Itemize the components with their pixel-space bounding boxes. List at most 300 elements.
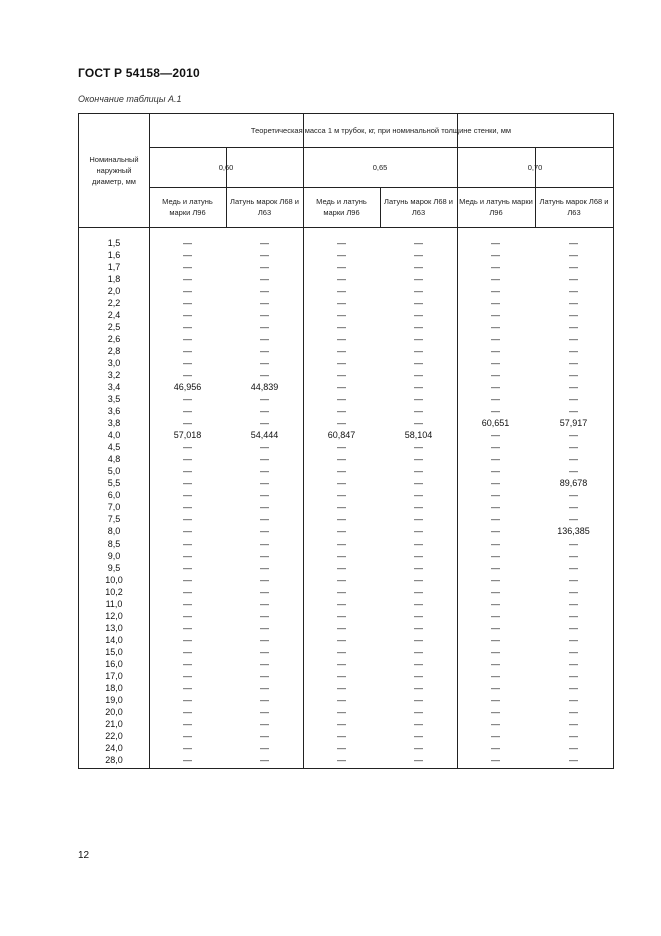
mass-value-cell: — (183, 370, 192, 381)
mass-value-cell: — (491, 466, 500, 477)
diameter-cell: 9,5 (107, 562, 121, 573)
mass-value-cell: — (414, 586, 423, 597)
mass-value-cell: — (183, 514, 192, 525)
mass-value-cell: — (414, 286, 423, 297)
mass-value-cell: — (337, 658, 346, 669)
mass-value-cell: — (414, 706, 423, 717)
mass-value-cell: — (260, 478, 269, 489)
mass-value-cell: — (183, 490, 192, 501)
mass-value-cell: — (569, 286, 578, 297)
mass-value-cell: — (183, 274, 192, 285)
mass-value-cell: — (414, 502, 423, 513)
mass-value-cell: — (569, 670, 578, 681)
mass-value-cell: — (414, 730, 423, 741)
mass-value-cell: — (569, 502, 578, 513)
diameter-cell: 28,0 (105, 754, 123, 765)
mass-value-cell: — (183, 298, 192, 309)
mass-value-cell: — (569, 310, 578, 321)
mass-value-cell: — (260, 742, 269, 753)
mass-value-cell: — (337, 394, 346, 405)
mass-value-cell: — (337, 262, 346, 273)
mass-value-cell: — (260, 502, 269, 513)
mass-value-cell: — (183, 454, 192, 465)
diameter-cell: 16,0 (105, 658, 123, 669)
mass-value-cell: — (569, 706, 578, 717)
mass-value-cell: — (491, 598, 500, 609)
mass-value-cell: — (260, 238, 269, 248)
mass-value-cell: — (491, 310, 500, 321)
mass-value-cell: — (414, 382, 423, 393)
mass-value-cell: — (414, 718, 423, 729)
mass-value-cell: — (260, 658, 269, 669)
mass-value-cell: — (491, 538, 500, 549)
mass-value-cell: — (337, 454, 346, 465)
mass-value-cell: — (260, 646, 269, 657)
mass-value-cell: — (569, 454, 578, 465)
diameter-cell: 7,0 (107, 502, 121, 513)
mass-value-cell: — (337, 550, 346, 561)
mass-value-cell: — (260, 670, 269, 681)
mass-value-cell: — (491, 454, 500, 465)
mass-value-cell: — (569, 586, 578, 597)
mass-value-cell: — (260, 574, 269, 585)
mass-value-cell: — (337, 754, 346, 765)
diameter-cell: 8,0 (107, 526, 121, 537)
material-subheader: Медь и латунь марки Л96 (459, 197, 533, 217)
document-header: ГОСТ Р 54158—2010 (78, 66, 200, 80)
mass-value-cell: — (569, 742, 578, 753)
material-subheader: Латунь марок Л68 и Л63 (539, 197, 609, 217)
diameter-cell: 1,6 (107, 250, 121, 261)
mass-value-cell: — (260, 370, 269, 381)
mass-value-cell: — (337, 250, 346, 261)
diameter-cell: 12,0 (105, 610, 123, 621)
mass-value-cell: — (491, 586, 500, 597)
diameter-cell: 3,4 (107, 382, 121, 393)
mass-value-cell: — (491, 574, 500, 585)
mass-value-cell: — (414, 598, 423, 609)
mass-value-cell: — (569, 550, 578, 561)
diameter-cell: 3,6 (107, 406, 121, 417)
mass-value-cell: — (260, 538, 269, 549)
mass-value-cell: — (491, 370, 500, 381)
mass-value-cell: — (491, 382, 500, 393)
mass-value-cell: — (414, 466, 423, 477)
mass-value-cell: — (183, 598, 192, 609)
mass-value-cell: — (569, 730, 578, 741)
mass-value-cell: — (183, 718, 192, 729)
diameter-cell: 10,0 (105, 574, 123, 585)
mass-value-cell: — (491, 442, 500, 453)
mass-value-cell: — (337, 418, 346, 429)
mass-value-cell: 136,385 (557, 526, 590, 537)
diameter-cell: 21,0 (105, 718, 123, 729)
mass-value-cell: — (337, 670, 346, 681)
table-divider (79, 227, 613, 228)
mass-value-cell: — (260, 730, 269, 741)
diameter-cell: 1,8 (107, 274, 121, 285)
mass-value-cell: 60,847 (327, 430, 356, 441)
mass-value-cell: — (260, 334, 269, 345)
mass-value-cell: — (569, 406, 578, 417)
mass-value-cell: — (414, 550, 423, 561)
mass-value-cell: — (414, 298, 423, 309)
mass-value-cell: — (183, 334, 192, 345)
mass-value-cell: — (491, 610, 500, 621)
mass-value-cell: — (337, 694, 346, 705)
mass-value-cell: — (183, 610, 192, 621)
mass-value-cell: — (260, 610, 269, 621)
mass-value-cell: — (569, 274, 578, 285)
mass-value-cell: — (337, 634, 346, 645)
diameter-cell: 17,0 (105, 670, 123, 681)
mass-value-cell: — (491, 670, 500, 681)
mass-value-cell: — (337, 406, 346, 417)
mass-value-cell: — (337, 310, 346, 321)
mass-value-cell: — (491, 562, 500, 573)
mass-value-cell: — (569, 658, 578, 669)
mass-value-cell: — (491, 502, 500, 513)
diameter-cell: 1,7 (107, 262, 121, 273)
mass-value-cell: — (260, 514, 269, 525)
mass-value-cell: — (414, 490, 423, 501)
material-subheader: Латунь марок Л68 и Л63 (384, 197, 453, 217)
mass-value-cell: — (183, 646, 192, 657)
mass-value-cell: — (260, 442, 269, 453)
diameter-cell: 8,5 (107, 538, 121, 549)
diameter-cell: 24,0 (105, 742, 123, 753)
mass-value-cell: — (414, 670, 423, 681)
diameter-cell: 9,0 (107, 550, 121, 561)
mass-value-cell: — (414, 754, 423, 765)
mass-value-cell: — (414, 478, 423, 489)
diameter-cell: 3,8 (107, 418, 121, 429)
mass-value-cell: — (491, 322, 500, 333)
mass-value-cell: — (337, 682, 346, 693)
mass-value-cell: — (260, 562, 269, 573)
mass-value-cell: — (337, 478, 346, 489)
mass-value-cell: — (414, 538, 423, 549)
diameter-cell: 4,8 (107, 454, 121, 465)
mass-value-cell: — (183, 502, 192, 513)
diameter-cell: 15,0 (105, 646, 123, 657)
mass-value-cell: — (260, 346, 269, 357)
mass-value-cell: — (569, 346, 578, 357)
mass-value-cell: — (183, 250, 192, 261)
mass-value-cell: — (337, 382, 346, 393)
mass-value-cell: — (569, 622, 578, 633)
mass-value-cell: — (491, 334, 500, 345)
mass-value-cell: — (183, 562, 192, 573)
diameter-cell: 2,5 (107, 322, 121, 333)
row-header: Номинальный наружный диаметр, мм (89, 155, 139, 186)
mass-value-cell: — (569, 322, 578, 333)
mass-value-cell: — (491, 346, 500, 357)
mass-value-cell: 57,018 (173, 430, 202, 441)
diameter-cell: 3,5 (107, 394, 121, 405)
mass-value-cell: — (491, 274, 500, 285)
mass-value-cell: — (260, 490, 269, 501)
mass-value-cell: — (414, 358, 423, 369)
diameter-cell: 2,6 (107, 334, 121, 345)
diameter-cell: 5,0 (107, 466, 121, 477)
mass-value-cell: — (260, 286, 269, 297)
mass-value-cell: — (337, 346, 346, 357)
mass-value-cell: — (337, 562, 346, 573)
mass-value-cell: — (337, 358, 346, 369)
diameter-cell: 20,0 (105, 706, 123, 717)
mass-value-cell: — (569, 598, 578, 609)
diameter-cell: 3,0 (107, 358, 121, 369)
mass-value-cell: — (183, 670, 192, 681)
mass-value-cell: — (414, 274, 423, 285)
mass-value-cell: — (491, 298, 500, 309)
thickness-header: 0,70 (527, 162, 543, 172)
mass-value-cell: — (260, 322, 269, 333)
mass-value-cell: — (491, 394, 500, 405)
diameter-cell: 2,8 (107, 346, 121, 357)
mass-value-cell: — (337, 742, 346, 753)
top-header: Теоретическая масса 1 м трубок, кг, при номинальной толщине стенки, мм (250, 126, 512, 135)
mass-value-cell: — (260, 274, 269, 285)
mass-value-cell: — (337, 610, 346, 621)
mass-value-cell: — (337, 466, 346, 477)
mass-value-cell: — (183, 442, 192, 453)
mass-value-cell: — (491, 730, 500, 741)
mass-value-cell: — (260, 526, 269, 537)
mass-value-cell: — (491, 622, 500, 633)
diameter-cell: 1,5 (107, 238, 121, 248)
mass-value-cell: — (183, 538, 192, 549)
mass-value-cell: — (337, 298, 346, 309)
mass-value-cell: — (260, 406, 269, 417)
mass-value-cell: — (491, 430, 500, 441)
mass-value-cell: — (260, 682, 269, 693)
mass-value-cell: — (569, 466, 578, 477)
mass-value-cell: — (337, 646, 346, 657)
mass-value-cell: — (337, 502, 346, 513)
mass-value-cell: — (337, 442, 346, 453)
page-number: 12 (78, 850, 90, 861)
diameter-cell: 2,4 (107, 310, 121, 321)
mass-value-cell: — (414, 694, 423, 705)
mass-value-cell: — (414, 394, 423, 405)
mass-value-cell: — (260, 718, 269, 729)
table-divider (380, 187, 381, 227)
mass-value-cell: — (183, 574, 192, 585)
mass-value-cell: — (183, 406, 192, 417)
mass-value-cell: — (491, 742, 500, 753)
diameter-cell: 7,5 (107, 514, 121, 525)
mass-value-cell: — (569, 430, 578, 441)
mass-value-cell: — (260, 262, 269, 273)
mass-value-cell: 58,104 (404, 430, 433, 441)
mass-value-cell: — (183, 706, 192, 717)
mass-value-cell: — (414, 742, 423, 753)
mass-value-cell: — (183, 346, 192, 357)
mass-value-cell: — (260, 454, 269, 465)
mass-value-cell: — (337, 334, 346, 345)
mass-value-cell: — (414, 346, 423, 357)
mass-value-cell: — (569, 250, 578, 261)
diameter-cell: 14,0 (105, 634, 123, 645)
mass-value-cell: — (491, 526, 500, 537)
mass-value-cell: — (569, 394, 578, 405)
thickness-header: 0,65 (372, 162, 388, 172)
mass-value-cell: — (183, 478, 192, 489)
mass-value-cell: — (569, 382, 578, 393)
mass-value-cell: — (414, 310, 423, 321)
mass-value-cell: — (183, 238, 192, 248)
diameter-cell: 18,0 (105, 682, 123, 693)
mass-value-cell: — (337, 322, 346, 333)
mass-value-cell: — (491, 286, 500, 297)
mass-value-cell: — (337, 274, 346, 285)
mass-value-cell: — (337, 370, 346, 381)
mass-value-cell: — (260, 706, 269, 717)
mass-value-cell: — (183, 310, 192, 321)
mass-value-cell: — (183, 742, 192, 753)
mass-value-cell: — (337, 586, 346, 597)
mass-value-cell: — (569, 694, 578, 705)
mass-value-cell: — (569, 574, 578, 585)
mass-value-cell: — (569, 610, 578, 621)
mass-value-cell: 44,839 (250, 382, 279, 393)
diameter-cell: 10,2 (105, 586, 123, 597)
mass-value-cell: — (414, 658, 423, 669)
mass-value-cell: — (183, 634, 192, 645)
mass-value-cell: — (569, 754, 578, 765)
mass-value-cell: — (414, 514, 423, 525)
mass-value-cell: — (569, 442, 578, 453)
mass-value-cell: — (491, 706, 500, 717)
mass-value-cell: — (491, 550, 500, 561)
mass-value-cell: — (569, 538, 578, 549)
mass-value-cell: — (569, 334, 578, 345)
mass-value-cell: — (260, 598, 269, 609)
mass-value-cell: — (569, 298, 578, 309)
mass-value-cell: — (337, 718, 346, 729)
mass-table (78, 113, 614, 769)
material-subheader: Латунь марок Л68 и Л63 (230, 197, 299, 217)
mass-value-cell: — (183, 730, 192, 741)
mass-value-cell: — (491, 646, 500, 657)
mass-value-cell: — (337, 526, 346, 537)
diameter-cell: 4,0 (107, 430, 121, 441)
mass-value-cell: — (183, 418, 192, 429)
mass-value-cell: 60,651 (481, 418, 510, 429)
mass-value-cell: — (260, 418, 269, 429)
mass-value-cell: — (569, 262, 578, 273)
mass-value-cell: — (337, 490, 346, 501)
mass-value-cell: — (414, 526, 423, 537)
table-caption: Окончание таблицы А.1 (78, 94, 182, 104)
mass-value-cell: — (260, 394, 269, 405)
mass-value-cell: — (337, 706, 346, 717)
mass-value-cell: — (414, 646, 423, 657)
mass-value-cell: — (414, 334, 423, 345)
mass-value-cell: — (491, 754, 500, 765)
mass-value-cell: — (491, 250, 500, 261)
mass-value-cell: — (491, 694, 500, 705)
mass-value-cell: — (414, 250, 423, 261)
mass-value-cell: — (569, 646, 578, 657)
mass-value-cell: — (260, 754, 269, 765)
mass-value-cell: — (414, 682, 423, 693)
diameter-cell: 2,0 (107, 286, 121, 297)
mass-value-cell: — (569, 370, 578, 381)
diameter-cell: 6,0 (107, 490, 121, 501)
mass-value-cell: — (491, 658, 500, 669)
mass-value-cell: — (337, 730, 346, 741)
mass-value-cell: — (183, 322, 192, 333)
mass-value-cell: — (569, 682, 578, 693)
mass-value-cell: — (414, 454, 423, 465)
material-subheader: Медь и латунь марки Л96 (162, 197, 213, 217)
mass-value-cell: — (569, 238, 578, 248)
mass-value-cell: 54,444 (250, 430, 279, 441)
diameter-cell: 13,0 (105, 622, 123, 633)
mass-value-cell: — (491, 490, 500, 501)
diameter-cell: 11,0 (105, 598, 123, 609)
diameter-cell: 4,5 (107, 442, 121, 453)
mass-value-cell: — (414, 370, 423, 381)
mass-value-cell: — (414, 406, 423, 417)
mass-value-cell: — (491, 478, 500, 489)
mass-value-cell: — (491, 358, 500, 369)
mass-value-cell: — (337, 238, 346, 248)
mass-value-cell: — (260, 466, 269, 477)
mass-value-cell: — (183, 586, 192, 597)
mass-value-cell: — (337, 286, 346, 297)
mass-value-cell: — (414, 418, 423, 429)
mass-value-cell: — (414, 610, 423, 621)
mass-value-cell: — (414, 574, 423, 585)
mass-value-cell: — (260, 310, 269, 321)
mass-value-cell: — (569, 562, 578, 573)
diameter-cell: 2,2 (107, 298, 121, 309)
mass-value-cell: — (337, 598, 346, 609)
mass-value-cell: — (491, 514, 500, 525)
mass-value-cell: — (183, 286, 192, 297)
mass-value-cell: — (337, 574, 346, 585)
mass-value-cell: — (260, 586, 269, 597)
mass-value-cell: — (183, 358, 192, 369)
diameter-cell: 3,2 (107, 370, 121, 381)
mass-value-cell: — (569, 634, 578, 645)
mass-value-cell: — (183, 682, 192, 693)
mass-value-cell: — (260, 358, 269, 369)
mass-value-cell: — (491, 634, 500, 645)
mass-value-cell: — (183, 694, 192, 705)
mass-value-cell: — (414, 562, 423, 573)
mass-value-cell: 89,678 (559, 478, 588, 489)
mass-value-cell: 57,917 (559, 418, 588, 429)
mass-value-cell: 46,956 (173, 382, 202, 393)
mass-value-cell: — (183, 262, 192, 273)
mass-value-cell: — (183, 658, 192, 669)
mass-value-cell: — (183, 394, 192, 405)
mass-value-cell: — (260, 634, 269, 645)
mass-value-cell: — (260, 622, 269, 633)
mass-value-cell: — (183, 754, 192, 765)
diameter-cell: 22,0 (105, 730, 123, 741)
diameter-cell: 19,0 (105, 694, 123, 705)
mass-value-cell: — (414, 322, 423, 333)
mass-value-cell: — (183, 466, 192, 477)
mass-value-cell: — (569, 358, 578, 369)
material-subheader: Медь и латунь марки Л96 (316, 197, 367, 217)
